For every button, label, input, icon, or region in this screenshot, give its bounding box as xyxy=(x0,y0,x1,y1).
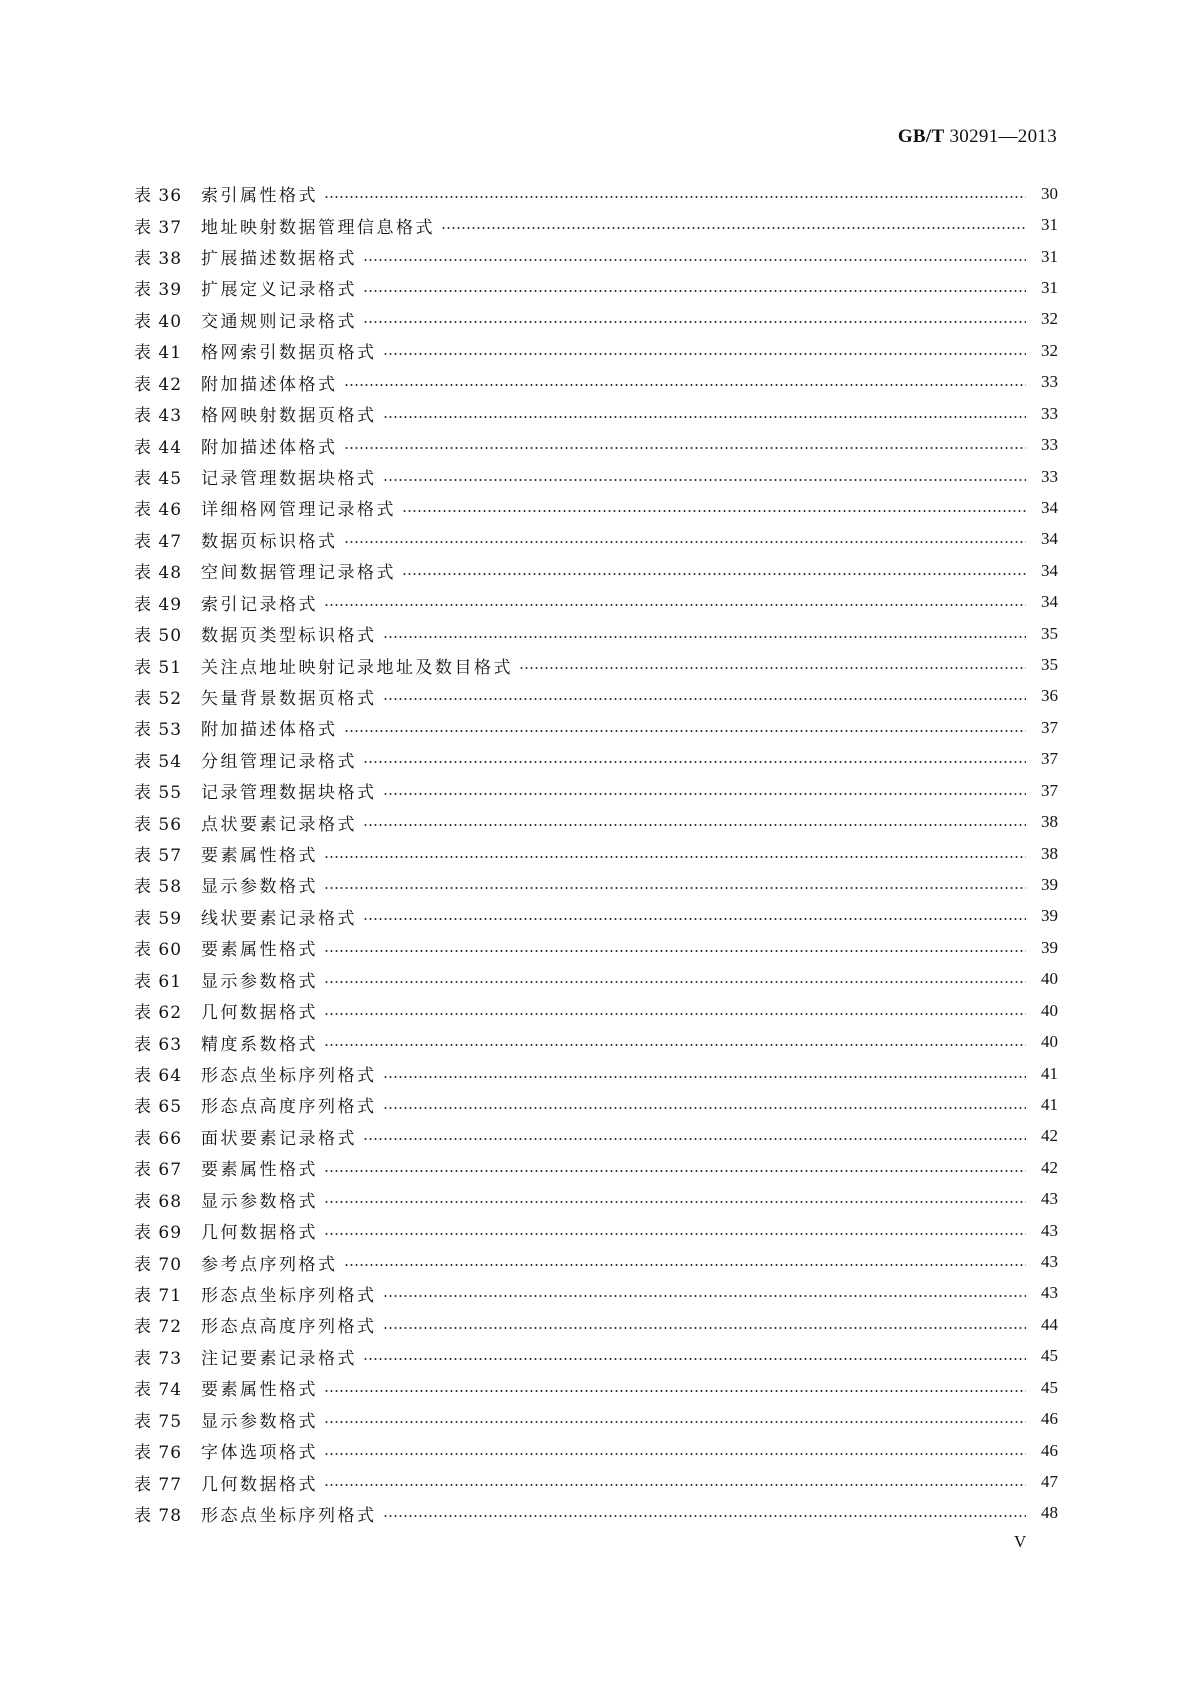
toc-entry xyxy=(134,1026,1058,1057)
toc-entry-label: 表 72 xyxy=(134,1317,183,1338)
toc-entry-label: 表 43 xyxy=(134,406,183,427)
toc-entry xyxy=(134,1058,1058,1089)
toc-entry-label: 表 49 xyxy=(134,594,183,615)
toc-dot-leader xyxy=(441,227,1026,229)
toc-entry-page: 34 xyxy=(1041,592,1058,612)
toc-entry xyxy=(134,932,1058,963)
toc-entry-page: 31 xyxy=(1041,277,1058,297)
toc-entry xyxy=(134,744,1058,775)
toc-entry xyxy=(134,1498,1058,1529)
toc-entry-page: 42 xyxy=(1041,1157,1058,1177)
toc-dot-leader xyxy=(383,1107,1027,1109)
toc-entry-label: 表 78 xyxy=(134,1505,183,1526)
toc-dot-leader xyxy=(383,416,1027,418)
toc-entry xyxy=(134,492,1058,523)
toc-dot-leader xyxy=(324,950,1026,952)
toc-entry-title: 扩展描述数据格式 xyxy=(201,249,357,270)
toc-entry-page: 36 xyxy=(1041,686,1058,706)
toc-entry-label: 表 42 xyxy=(134,374,183,395)
toc-entry-page: 31 xyxy=(1041,246,1058,266)
toc-entry-label: 表 76 xyxy=(134,1443,183,1464)
toc-dot-leader xyxy=(324,1233,1026,1235)
toc-entry xyxy=(134,901,1058,932)
toc-entry-page: 43 xyxy=(1041,1189,1058,1209)
toc-dot-leader xyxy=(363,1138,1026,1140)
toc-entry-title: 附加描述体格式 xyxy=(201,720,338,741)
toc-entry-page: 34 xyxy=(1041,529,1058,549)
toc-entry-label: 表 65 xyxy=(134,1097,183,1118)
toc-entry-page: 44 xyxy=(1041,1314,1058,1334)
toc-entry-title: 形态点高度序列格式 xyxy=(201,1317,377,1338)
toc-entry-label: 表 58 xyxy=(134,877,183,898)
toc-dot-leader xyxy=(383,636,1027,638)
toc-entry-label: 表 77 xyxy=(134,1474,183,1495)
toc-entry xyxy=(134,712,1058,743)
toc-entry xyxy=(134,1466,1058,1497)
toc-entry-title: 要素属性格式 xyxy=(201,846,318,867)
toc-entry-page: 42 xyxy=(1041,1126,1058,1146)
toc-entry-page: 34 xyxy=(1041,560,1058,580)
toc-entry-page: 43 xyxy=(1041,1220,1058,1240)
toc-entry xyxy=(134,586,1058,617)
toc-dot-leader xyxy=(363,321,1026,323)
toc-entry-label: 表 59 xyxy=(134,908,183,929)
toc-entry xyxy=(134,1152,1058,1183)
toc-entry xyxy=(134,964,1058,995)
toc-entry-page: 37 xyxy=(1041,780,1058,800)
toc-dot-leader xyxy=(383,1515,1027,1517)
toc-entry-title: 显示参数格式 xyxy=(201,971,318,992)
toc-entry-label: 表 74 xyxy=(134,1380,183,1401)
toc-dot-leader xyxy=(324,1390,1026,1392)
toc-entry-page: 33 xyxy=(1041,403,1058,423)
toc-dot-leader xyxy=(344,730,1027,732)
toc-entry-page: 39 xyxy=(1041,937,1058,957)
toc-entry-page: 31 xyxy=(1041,215,1058,235)
toc-entry-page: 41 xyxy=(1041,1063,1058,1083)
toc-dot-leader xyxy=(324,1484,1026,1486)
toc-entry-label: 表 38 xyxy=(134,249,183,270)
toc-entry-title: 字体选项格式 xyxy=(201,1443,318,1464)
toc-dot-leader xyxy=(324,1421,1026,1423)
toc-entry xyxy=(134,1184,1058,1215)
toc-entry-title: 附加描述体格式 xyxy=(201,374,338,395)
toc-dot-leader xyxy=(363,1358,1026,1360)
toc-entry xyxy=(134,398,1058,429)
toc-entry-label: 表 69 xyxy=(134,1223,183,1244)
toc-entry xyxy=(134,775,1058,806)
toc-dot-leader xyxy=(324,981,1026,983)
toc-entry-label: 表 41 xyxy=(134,343,183,364)
toc-entry-label: 表 60 xyxy=(134,940,183,961)
toc-dot-leader xyxy=(344,541,1027,543)
toc-dot-leader xyxy=(363,761,1026,763)
toc-entry-title: 几何数据格式 xyxy=(201,1223,318,1244)
toc-dot-leader xyxy=(363,259,1026,261)
toc-entry xyxy=(134,995,1058,1026)
toc-entry-title: 参考点序列格式 xyxy=(201,1254,338,1275)
toc-entry-label: 表 66 xyxy=(134,1128,183,1149)
toc-entry-page: 34 xyxy=(1041,497,1058,517)
toc-entry-title: 点状要素记录格式 xyxy=(201,814,357,835)
toc-entry-title: 索引记录格式 xyxy=(201,594,318,615)
toc-entry xyxy=(134,209,1058,240)
toc-entry-page: 35 xyxy=(1041,623,1058,643)
toc-entry-title: 面状要素记录格式 xyxy=(201,1128,357,1149)
toc-entry-title: 数据页标识格式 xyxy=(201,531,338,552)
toc-entry-title: 要素属性格式 xyxy=(201,940,318,961)
toc-entry-page: 32 xyxy=(1041,309,1058,329)
toc-entry-label: 表 68 xyxy=(134,1191,183,1212)
toc-entry-title: 格网映射数据页格式 xyxy=(201,406,377,427)
toc-entry-page: 39 xyxy=(1041,874,1058,894)
toc-entry-label: 表 67 xyxy=(134,1160,183,1181)
toc-entry xyxy=(134,524,1058,555)
toc-dot-leader xyxy=(519,667,1026,669)
toc-entry-title: 详细格网管理记录格式 xyxy=(201,500,396,521)
toc-dot-leader xyxy=(324,1044,1026,1046)
toc-dot-leader xyxy=(383,698,1027,700)
toc-entry xyxy=(134,649,1058,680)
toc-entry xyxy=(134,806,1058,837)
toc-entry-title: 交通规则记录格式 xyxy=(201,311,357,332)
toc-entry xyxy=(134,838,1058,869)
toc-entry-label: 表 52 xyxy=(134,688,183,709)
toc-entry-title: 附加描述体格式 xyxy=(201,437,338,458)
toc-entry-title: 扩展定义记录格式 xyxy=(201,280,357,301)
toc-entry-title: 显示参数格式 xyxy=(201,1411,318,1432)
toc-entry-page: 30 xyxy=(1041,183,1058,203)
toc-entry-label: 表 53 xyxy=(134,720,183,741)
toc-entry-page: 33 xyxy=(1041,372,1058,392)
toc-entry-title: 数据页类型标识格式 xyxy=(201,626,377,647)
standard-prefix: GB/T xyxy=(897,126,945,147)
toc-entry-label: 表 62 xyxy=(134,1003,183,1024)
toc-entry-title: 格网索引数据页格式 xyxy=(201,343,377,364)
toc-entry-page: 33 xyxy=(1041,466,1058,486)
toc-dot-leader xyxy=(324,1201,1026,1203)
toc-dot-leader xyxy=(324,856,1026,858)
toc-entry xyxy=(134,1341,1058,1372)
toc-dot-leader xyxy=(402,573,1026,575)
toc-entry-page: 35 xyxy=(1041,655,1058,675)
toc-entry-page: 32 xyxy=(1041,340,1058,360)
toc-entry-page: 46 xyxy=(1041,1409,1058,1429)
toc-entry xyxy=(134,367,1058,398)
toc-entry-label: 表 54 xyxy=(134,751,183,772)
toc-entry-label: 表 70 xyxy=(134,1254,183,1275)
toc-entry-title: 分组管理记录格式 xyxy=(201,751,357,772)
toc-entry-page: 40 xyxy=(1041,1000,1058,1020)
toc-entry-title: 线状要素记录格式 xyxy=(201,908,357,929)
toc-entry-label: 表 50 xyxy=(134,626,183,647)
toc-dot-leader xyxy=(383,1295,1027,1297)
toc-dot-leader xyxy=(324,1013,1026,1015)
toc-entry xyxy=(134,1309,1058,1340)
toc-entry-label: 表 61 xyxy=(134,971,183,992)
toc-entry-page: 46 xyxy=(1041,1440,1058,1460)
toc-entry-page: 40 xyxy=(1041,1032,1058,1052)
toc-dot-leader xyxy=(324,604,1026,606)
toc-entry-title: 记录管理数据块格式 xyxy=(201,783,377,804)
toc-entry xyxy=(134,304,1058,335)
toc-entry-page: 48 xyxy=(1041,1503,1058,1523)
toc-dot-leader xyxy=(344,1264,1027,1266)
toc-entry-title: 要素属性格式 xyxy=(201,1380,318,1401)
toc-entry-page: 33 xyxy=(1041,435,1058,455)
toc-entry-page: 43 xyxy=(1041,1283,1058,1303)
toc-entry-label: 表 57 xyxy=(134,846,183,867)
toc-entry-page: 41 xyxy=(1041,1094,1058,1114)
toc-dot-leader xyxy=(383,1327,1027,1329)
toc-entry-title: 矢量背景数据页格式 xyxy=(201,688,377,709)
toc-entry-page: 40 xyxy=(1041,969,1058,989)
toc-dot-leader xyxy=(363,290,1026,292)
toc-dot-leader xyxy=(324,887,1026,889)
toc-entry-label: 表 51 xyxy=(134,657,183,678)
toc-entry-label: 表 47 xyxy=(134,531,183,552)
toc-entry xyxy=(134,335,1058,366)
toc-entry-label: 表 45 xyxy=(134,469,183,489)
toc-entry-page: 38 xyxy=(1041,843,1058,863)
toc-dot-leader xyxy=(324,1170,1026,1172)
toc-entry-title: 索引属性格式 xyxy=(201,186,318,207)
toc-entry-label: 表 73 xyxy=(134,1348,183,1369)
toc-entry-label: 表 64 xyxy=(134,1066,183,1087)
toc-entry-title: 关注点地址映射记录地址及数目格式 xyxy=(201,657,513,678)
toc-entry-page: 37 xyxy=(1041,717,1058,737)
toc-entry-title: 记录管理数据块格式 xyxy=(201,469,377,489)
toc-dot-leader xyxy=(383,353,1027,355)
toc-entry-label: 表 75 xyxy=(134,1411,183,1432)
toc-dot-leader xyxy=(324,196,1026,198)
document-header xyxy=(898,126,1057,148)
toc-entry xyxy=(134,1246,1058,1277)
toc-entry xyxy=(134,272,1058,303)
toc-entry-label: 表 44 xyxy=(134,437,183,458)
toc-entry-title: 精度系数格式 xyxy=(201,1034,318,1055)
toc-entry-title: 形态点坐标序列格式 xyxy=(201,1285,377,1306)
toc-entry-label: 表 36 xyxy=(134,186,183,207)
toc-entry-label: 表 46 xyxy=(134,500,183,521)
toc-entry-page: 37 xyxy=(1041,749,1058,769)
toc-entry-page: 45 xyxy=(1041,1346,1058,1366)
toc-dot-leader xyxy=(383,1076,1027,1078)
toc-entry-label: 表 37 xyxy=(134,217,183,238)
toc-entry xyxy=(134,1435,1058,1466)
toc-entry xyxy=(134,241,1058,272)
toc-entry-title: 地址映射数据管理信息格式 xyxy=(201,217,435,238)
toc-entry-title: 空间数据管理记录格式 xyxy=(201,563,396,584)
toc-dot-leader xyxy=(363,918,1026,920)
toc-entry xyxy=(134,618,1058,649)
toc-dot-leader xyxy=(383,793,1027,795)
toc-entry-label: 表 63 xyxy=(134,1034,183,1055)
toc-entry-page: 45 xyxy=(1041,1377,1058,1397)
toc-dot-leader xyxy=(324,1453,1026,1455)
toc-entry xyxy=(134,461,1058,492)
toc-entry-label: 表 39 xyxy=(134,280,183,301)
toc-entry-page: 39 xyxy=(1041,906,1058,926)
toc-entry-title: 几何数据格式 xyxy=(201,1474,318,1495)
page-number: V xyxy=(1014,1532,1027,1551)
toc-entry xyxy=(134,1215,1058,1246)
toc-entry xyxy=(134,178,1058,209)
toc-entry-label: 表 48 xyxy=(134,563,183,584)
toc-dot-leader xyxy=(344,447,1027,449)
toc-entry xyxy=(134,555,1058,586)
toc-dot-leader xyxy=(383,479,1027,481)
toc-dot-leader xyxy=(363,824,1026,826)
toc-entry-page: 43 xyxy=(1041,1252,1058,1272)
toc-entry xyxy=(134,1089,1058,1120)
toc-entry-title: 几何数据格式 xyxy=(201,1003,318,1024)
toc-entry-label: 表 71 xyxy=(134,1285,183,1306)
toc-entry-label: 表 56 xyxy=(134,814,183,835)
standard-number: 30291—2013 xyxy=(949,126,1057,147)
toc-dot-leader xyxy=(344,384,1027,386)
toc-entry-label: 表 40 xyxy=(134,311,183,332)
toc-entry-title: 注记要素记录格式 xyxy=(201,1348,357,1369)
toc-entry-title: 显示参数格式 xyxy=(201,877,318,898)
toc-entry xyxy=(134,1372,1058,1403)
toc-entry-title: 形态点坐标序列格式 xyxy=(201,1505,377,1526)
toc-dot-leader xyxy=(402,510,1026,512)
toc-entry xyxy=(134,429,1058,460)
table-list xyxy=(134,178,1058,1529)
toc-entry-title: 形态点坐标序列格式 xyxy=(201,1066,377,1087)
toc-entry-label: 表 55 xyxy=(134,783,183,804)
toc-entry xyxy=(134,1121,1058,1152)
toc-entry-title: 要素属性格式 xyxy=(201,1160,318,1181)
toc-entry xyxy=(134,1278,1058,1309)
toc-entry xyxy=(134,1403,1058,1434)
toc-entry-page: 47 xyxy=(1041,1472,1058,1491)
toc-entry xyxy=(134,869,1058,900)
toc-entry xyxy=(134,681,1058,712)
toc-entry-title: 形态点高度序列格式 xyxy=(201,1097,377,1118)
toc-entry-page: 38 xyxy=(1041,812,1058,832)
toc-entry-title: 显示参数格式 xyxy=(201,1191,318,1212)
